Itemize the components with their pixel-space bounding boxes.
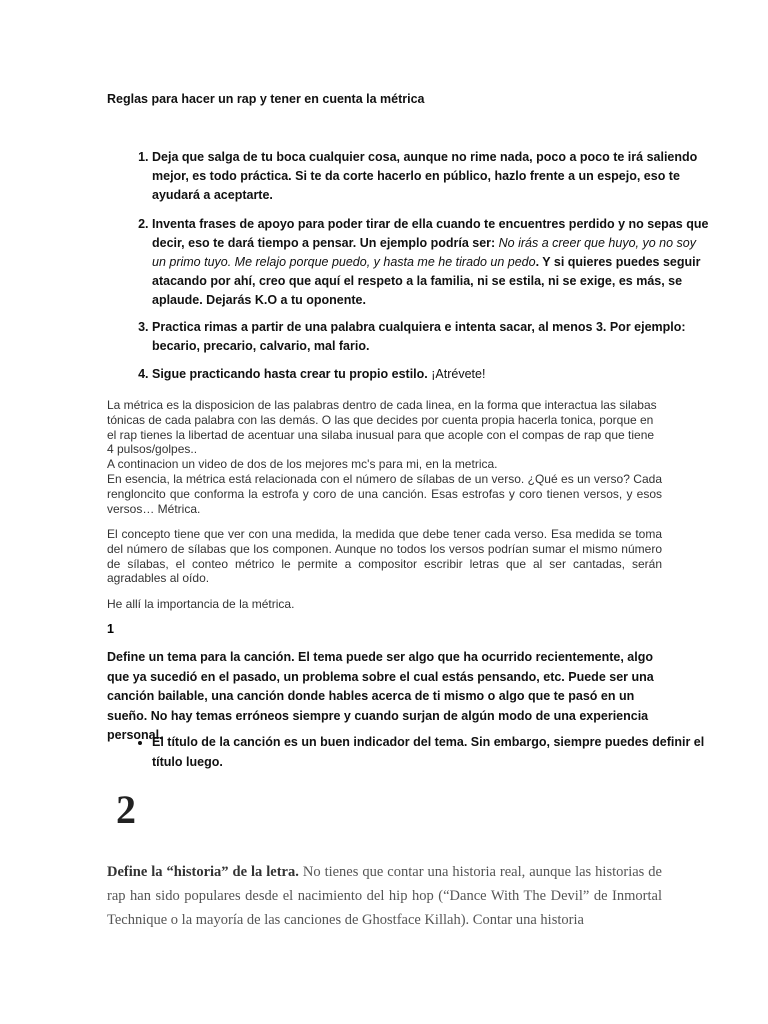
rule-example: No irás a creer que huyo, yo no soy un primo tuyo. Me relajo porque puedo, y hasta me he tirado un pedo [152,236,696,269]
rule-tail: ¡Atrévete! [431,367,486,381]
section-2-lead: Define la “historia” de la letra. [107,864,299,880]
rule-lead: Sigue practicando hasta crear tu propio estilo. [152,367,432,381]
rule-text: Practica rimas a partir de una palabra cualquiera e intenta sacar, al menos 3. Por ejemplo: becario, precario, calvario, mal fario. [152,320,686,353]
section-1-text: Define un tema para la canción. El tema puede ser algo que ha ocurrido recientemente, algo que ya sucedió en el pasado, un problema sobre el cual estás pensando, etc. Puede ser una canción bailable, una canción donde hables acerca de ti mismo o algo que te pasó en un sueño. No hay temas erróneos siempre y cuando surjan de algún modo de una experiencia personal. [107,650,654,742]
rule-item-2 [152,215,712,310]
section-number-1: 1 [107,622,114,636]
section-2-text [107,860,662,932]
section-1-bullets [107,733,712,772]
metrica-concept-paragraph: El concepto tiene que ver con una medida, la medida que debe tener cada verso. Esa medida se toma del número de sílabas que los componen. Aunque no todos los versos podrían sumar el mismo número de sílabas, el conteo métrico le permite a compositor escribir letras que al ser cantadas, serán agradables al oído. [107,527,662,586]
section-number-2: 2 [116,787,136,832]
metrica-essence-paragraph: En esencia, la métrica está relacionada con el número de sílabas de un verso. ¿Qué es un verso? Cada rengloncito que conforma la estrofa y coro de una canción. Esas estrofas y coro tienen versos, y esos versos… Métrica. [107,472,662,516]
bullet-item: • El título de la canción es un buen indicador del tema. Sin embargo, siempre puedes definir el título luego. [152,733,712,772]
rule-item-4 [152,365,712,384]
rule-item-1 [152,148,712,205]
metrica-intro-paragraph: La métrica es la disposicion de las palabras dentro de cada linea, en la forma que interactua las silabas tónicas de cada palabra con las demás. O las que decides por cuenta propia hacerla tonica, porque en el rap tienes la libertad de acentuar una silaba inusual para que acople con el compas de rap que tiene 4 pulsos/golpes.. A continacion un video de dos de los mejores mc's para mi, en la metrica. [107,398,657,472]
section-2-body: No tienes que contar una historia real, aunque las historias de rap han sido populares desde el nacimiento del hip hop (“Dance With The Devil” de Inmortal Technique o la mayoría de las canciones de Ghostface Killah). Contar una historia [107,864,662,928]
document-title: Reglas para hacer un rap y tener en cuenta la métrica [107,92,425,106]
metrica-importance-paragraph: He allí la importancia de la métrica. [107,597,295,611]
rule-item-3 [152,318,712,356]
rule-text: Deja que salga de tu boca cualquier cosa, aunque no rime nada, poco a poco te irá saliendo mejor, es todo práctica. Si te da corte hacerlo en público, hazlo frente a un espejo, eso te ayudará a aceptarte. [152,150,698,202]
rule-lead: Inventa frases de apoyo para poder tirar de ella cuando te encuentres perdido y no sepas que decir, eso te dará tiempo a pensar. Un ejemplo podría ser: [152,217,709,250]
rules-list [107,148,712,394]
rule-tail: . Y si quieres puedes seguir atacando por ahí, creo que aquí el respeto a la familia, ni se estila, ni se exige, es más, se aplaude. Dejarás K.O a tu oponente. [152,255,701,307]
